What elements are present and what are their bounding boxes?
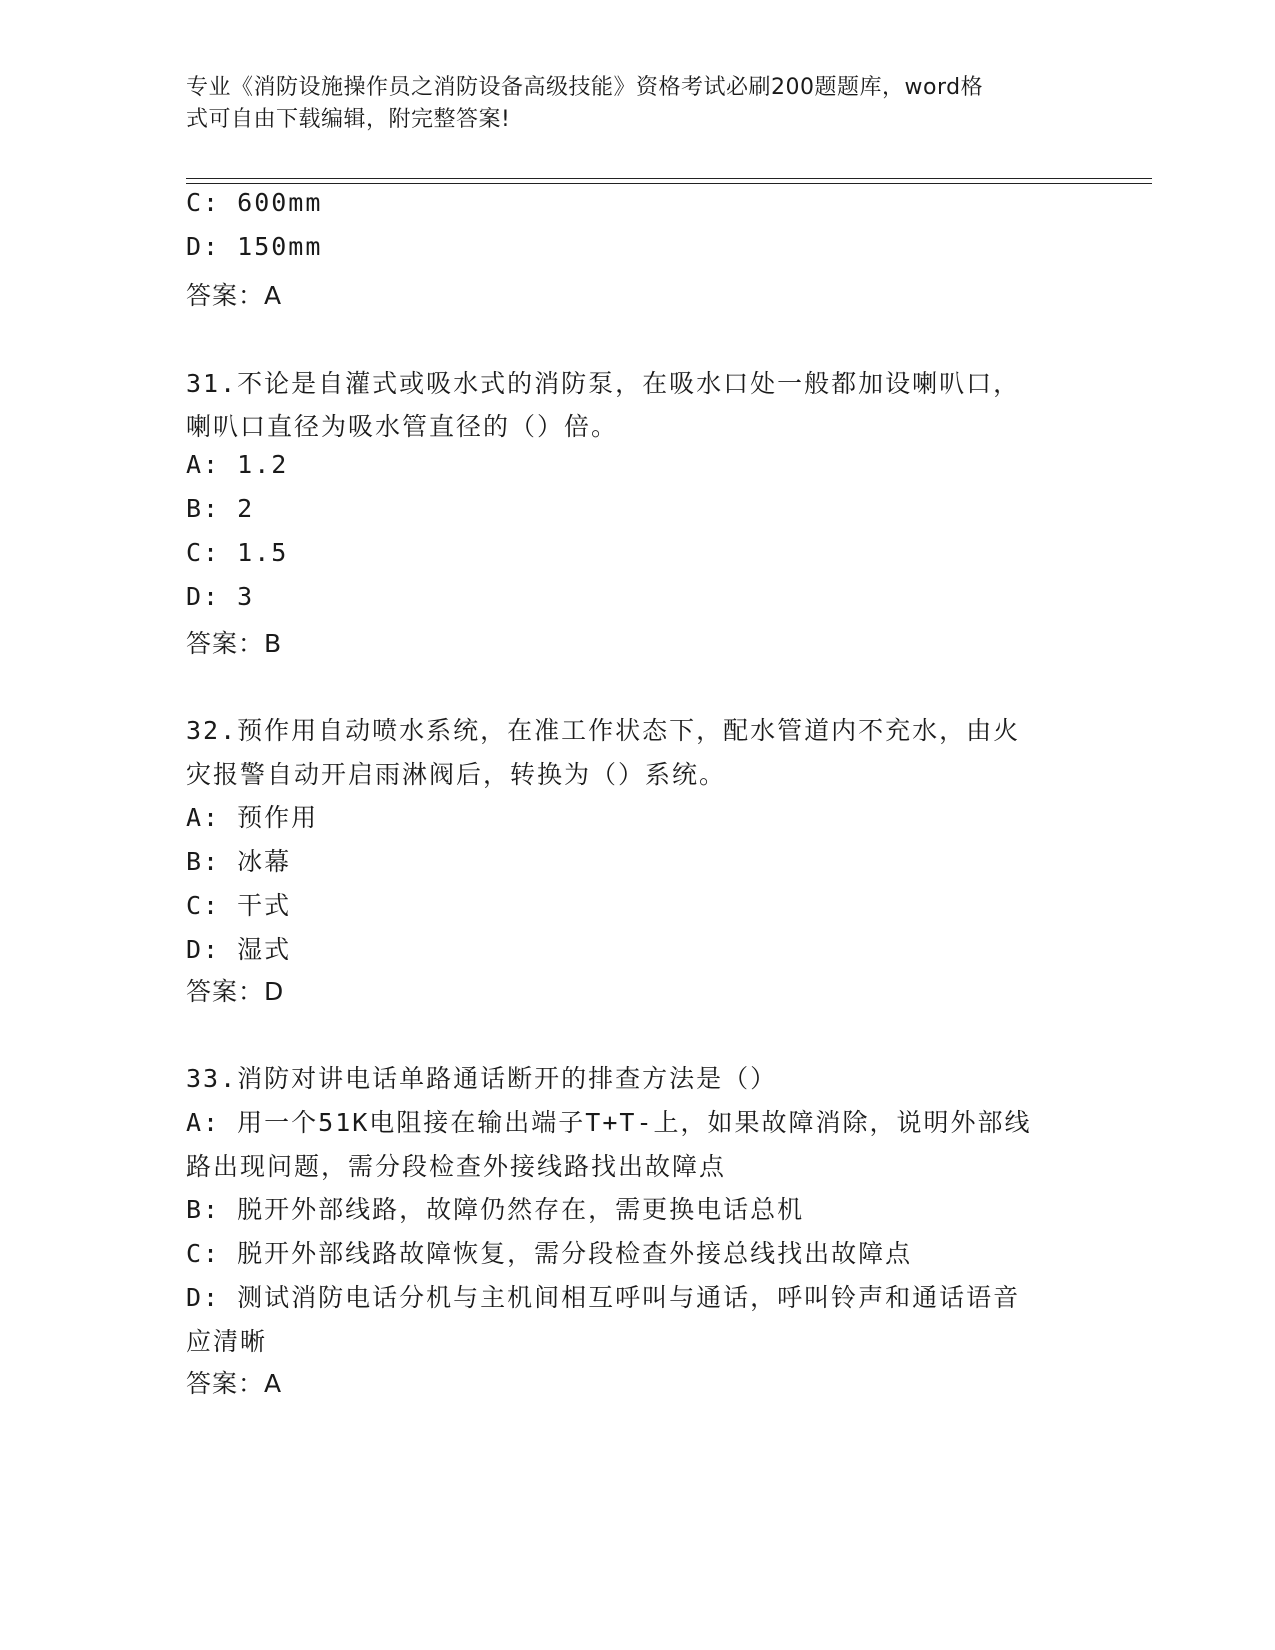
answer-line: 答案：A: [186, 281, 283, 310]
option-line: C: 脱开外部线路故障恢复，需分段检查外接总线找出故障点: [186, 1239, 913, 1268]
document-header: [186, 72, 1086, 136]
option-line: 路出现问题，需分段检查外接线路找出故障点: [186, 1152, 727, 1181]
answer-line: 答案：B: [186, 629, 283, 658]
option-line: C: 1.5: [186, 538, 289, 567]
answer-line: 答案：D: [186, 977, 285, 1006]
option-line: A: 1.2: [186, 450, 289, 479]
header-line-1: 专业《消防设施操作员之消防设备高级技能》资格考试必刷200题题库，word格: [186, 75, 984, 100]
question-text: 32.预作用自动喷水系统，在准工作状态下，配水管道内不充水，由火: [186, 716, 1021, 745]
option-line: C: 干式: [186, 891, 292, 920]
option-line: D: 湿式: [186, 935, 292, 964]
option-line: D: 150mm: [186, 232, 323, 261]
question-text: 31.不论是自灌式或吸水式的消防泵，在吸水口处一般都加设喇叭口，: [186, 369, 1021, 398]
question-text: 喇叭口直径为吸水管直径的（）倍。: [186, 412, 619, 441]
option-line: B: 2: [186, 494, 255, 523]
header-line-2: 式可自由下载编辑，附完整答案!: [186, 107, 511, 132]
header-divider-top: [186, 178, 1152, 179]
question-text: 灾报警自动开启雨淋阀后，转换为（）系统。: [186, 760, 727, 789]
header-divider-bottom: [186, 183, 1152, 184]
question-text: 33.消防对讲电话单路通话断开的排查方法是（）: [186, 1064, 778, 1093]
option-line: B: 冰幕: [186, 847, 292, 876]
option-line: A: 用一个51K电阻接在输出端子T+T-上，如果故障消除，说明外部线: [186, 1108, 1032, 1137]
option-line: D: 测试消防电话分机与主机间相互呼叫与通话，呼叫铃声和通话语音: [186, 1283, 1021, 1312]
option-line: A: 预作用: [186, 803, 319, 832]
option-line: D: 3: [186, 582, 255, 611]
option-line: B: 脱开外部线路，故障仍然存在，需更换电话总机: [186, 1195, 805, 1224]
answer-line: 答案：A: [186, 1369, 283, 1398]
option-line: 应清晰: [186, 1327, 268, 1356]
option-line: C: 600mm: [186, 188, 323, 217]
